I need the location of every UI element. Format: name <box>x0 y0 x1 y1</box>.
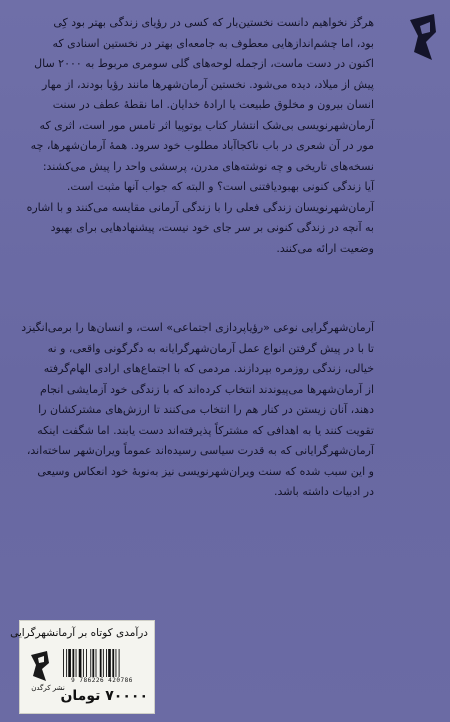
text-line: آرمان‌شهرنویسان زندگی فعلی را با زندگی آرمانی مقایسه می‌کنند و با اشاره <box>26 200 374 214</box>
publisher-logo-icon <box>406 12 440 64</box>
price-label <box>10 620 155 714</box>
text-line: از آرمان‌شهرها می‌پیوندند انتخاب کرده‌اند که با زندگی خود آزمایشی انجام <box>40 382 374 396</box>
text-line: نسخه‌های تاریخی و چه نوشته‌های مدرن، پرسشی واحد را پیش می‌کشند: <box>42 159 374 173</box>
text-line: و این سبب شده که سنت ویران‌شهرنویسی نیز به‌نوبهٔ خود انعکاس وسیعی <box>37 464 374 478</box>
text-line: خیالی، زندگی روزمره بپردازند. مردمی که با اجتماع‌های ارادی الهام‌گرفته <box>43 362 374 375</box>
price-text: ۷۰۰۰۰ تومان <box>60 688 148 704</box>
text-line: تا با در پیش گرفتن انواع عمل آرمان‌شهرگرایانه به دگرگونی واقعی، و نه <box>47 341 374 355</box>
text-line: پیش از میلاد، دیده می‌شود. نخستین آرمان‌شهرها مانند رؤیا بودند، از مهار <box>42 77 374 91</box>
text-line: اکنون در دست ماست، ازجمله لوحه‌های گلی سومری مربوط به ۲۰۰۰ سال <box>34 57 374 70</box>
text-line: به آنچه در زندگی کنونی بر سر جای خود نیست، پیشنهادهایی برای بهبود <box>50 221 374 234</box>
text-line: هرگز نخواهیم دانست نخستین‌بار که کسی در رؤیای زندگی بهتر بود کِی <box>53 16 374 29</box>
isbn-number: 9 786226 420786 <box>71 677 133 684</box>
publisher-name: نشر کرگدن <box>31 684 65 692</box>
publisher-small-logo-icon <box>28 649 52 683</box>
text-line: تقویت کنند یا به اهدافی که مشترکاً پذیرفته‌اند دست یابند. اما شگفت اینکه <box>37 423 374 437</box>
text-line: آرمان‌شهرگرایانی که به قدرت سیاسی رسیده‌اند عموماً ویران‌شهر ساخته‌اند، <box>26 444 374 457</box>
description-paragraph-1 <box>22 13 374 259</box>
text-line: آیا زندگی کنونی بهبودیافتنی است؟ و البته که جواب آنها مثبت است. <box>66 180 374 193</box>
text-line: مور در آن شعری در باب ناکجاآباد مطلوب خود سرود. همهٔ آرمان‌شهرها، چه <box>30 139 374 152</box>
text-line: وضعیت ارائه می‌کنند. <box>276 241 374 255</box>
book-title-label: درآمدی کوتاه بر آرمانشهرگرایی <box>10 627 148 639</box>
text-line: دهند، آنان زیستن در کنار هم را انتخاب می‌کنند تا ارزش‌های مشترکشان را <box>38 403 374 416</box>
barcode-icon <box>62 649 142 677</box>
text-line: انسان بیرون و مخلوق طبیعت یا ارادهٔ خدایان. اما نقطهٔ عطف در سنت <box>52 98 374 111</box>
description-paragraph-2 <box>22 318 374 503</box>
text-line: آرمان‌شهرنویسی بی‌شک انتشار کتاب یوتوپیا اثر تامس مور است، اثری که <box>39 118 374 132</box>
text-line: بود، اما چشم‌اندازهایی معطوف به جامعه‌ای بهتر در نخستین اسنادی که <box>52 36 374 50</box>
text-line: در ادبیات داشته باشد. <box>273 485 374 498</box>
text-line: آرمان‌شهرگرایی نوعی «رؤیاپردازی اجتماعی» است، و انسان‌ها را برمی‌انگیزد <box>21 321 374 334</box>
barcode <box>58 647 146 689</box>
